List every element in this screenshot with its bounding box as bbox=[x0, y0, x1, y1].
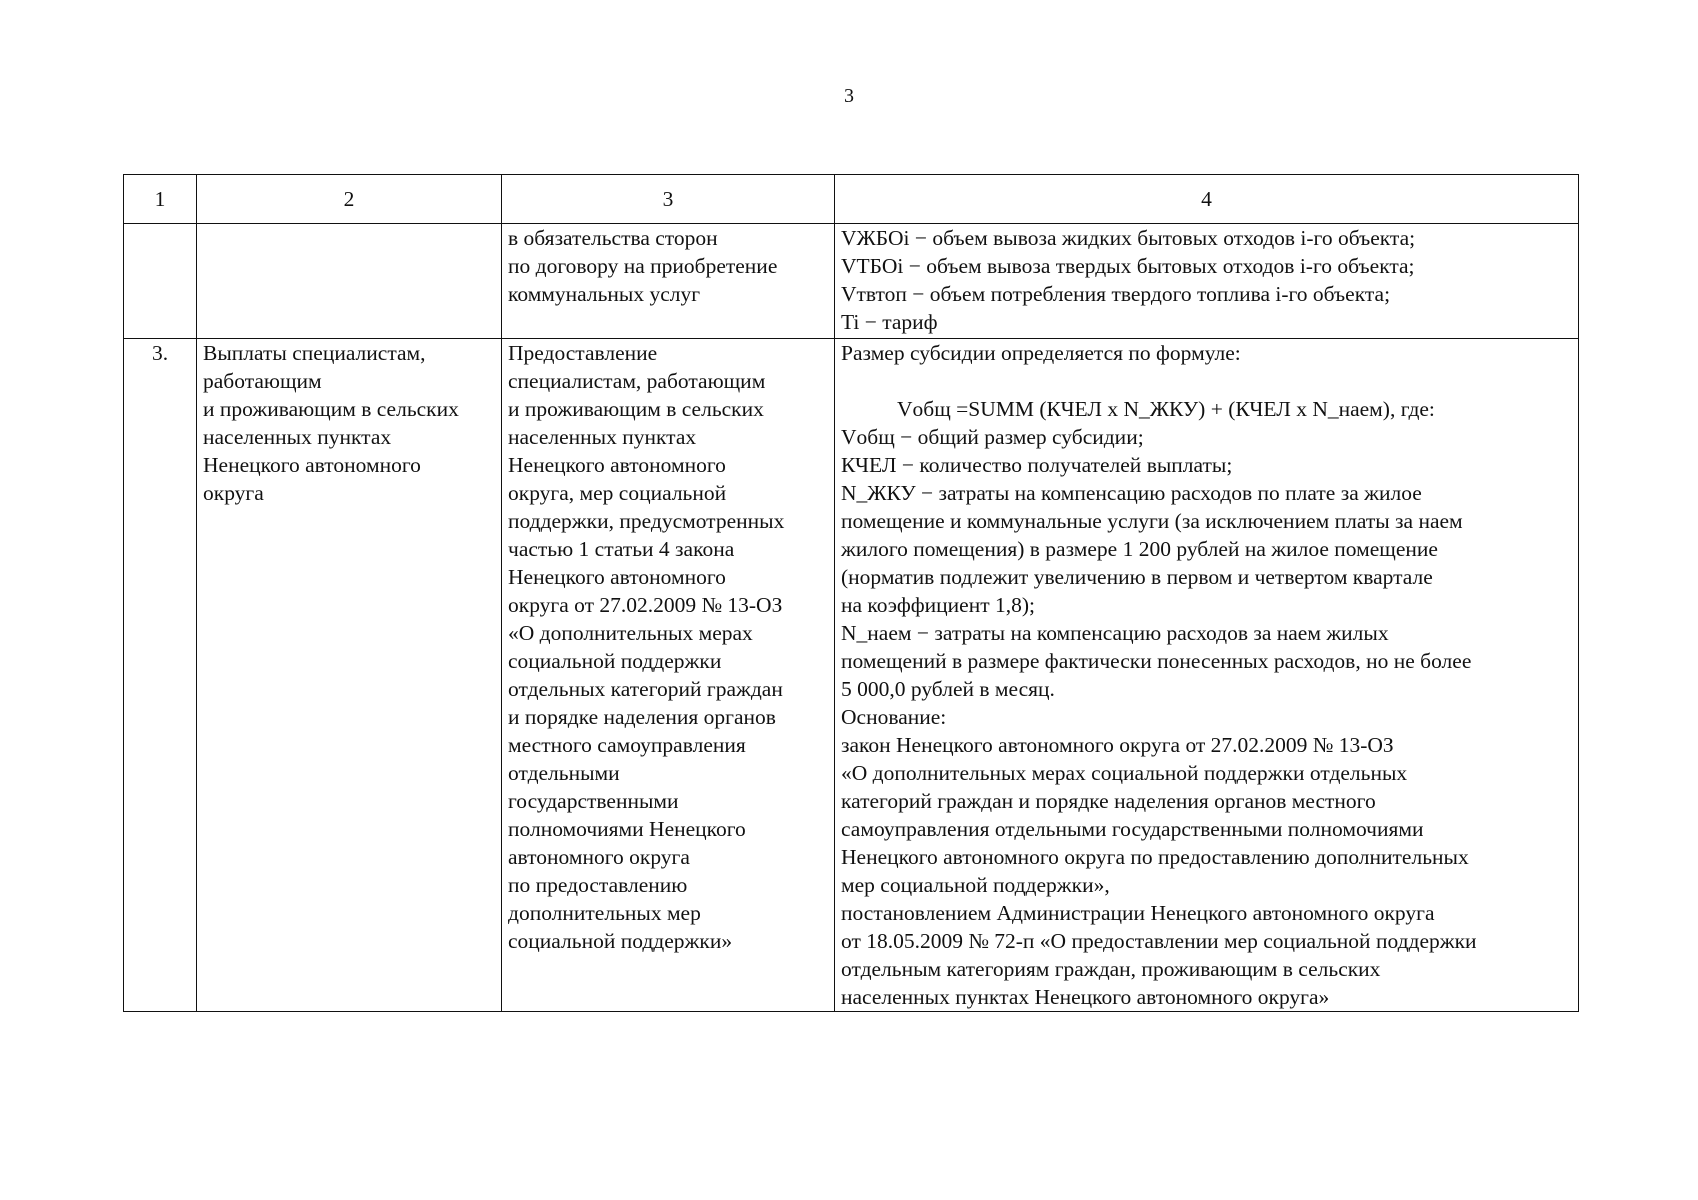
text-line: категорий граждан и порядке наделения органов местного bbox=[841, 789, 1376, 813]
cell-calculation bbox=[835, 224, 1579, 339]
text-line: закон Ненецкого автономного округа от 27.02.2009 № 13-ОЗ bbox=[841, 733, 1394, 757]
text-line: на коэффициент 1,8); bbox=[841, 593, 1035, 617]
formula-intro: Размер субсидии определяется по формуле: bbox=[841, 341, 1241, 365]
cell-number: 3. bbox=[124, 339, 197, 1012]
text-line: помещение и коммунальные услуги (за исключением платы за наем bbox=[841, 509, 1463, 533]
table-row-continuation bbox=[124, 224, 1579, 339]
text-line: Vтвтоп − объем потребления твердого топлива i-го объекта; bbox=[841, 282, 1391, 306]
text-line: Ненецкого автономного округа по предоставлению дополнительных bbox=[841, 845, 1469, 869]
cell-description bbox=[502, 224, 835, 339]
text-line: и порядке наделения органов bbox=[508, 705, 776, 729]
text-line: социальной поддержки» bbox=[508, 929, 733, 953]
page-number: 3 bbox=[844, 85, 854, 107]
text-line: округа от 27.02.2009 № 13-ОЗ bbox=[508, 593, 783, 617]
table-row-3 bbox=[124, 339, 1579, 1012]
cell-measure-name bbox=[197, 224, 502, 339]
text-line: социальной поддержки bbox=[508, 649, 722, 673]
text-line: Ненецкого автономного bbox=[203, 453, 421, 477]
text-line: КЧЕЛ − количество получателей выплаты; bbox=[841, 453, 1233, 477]
text-line: помещений в размере фактически понесенных расходов, но не более bbox=[841, 649, 1472, 673]
text-line: 5 000,0 рублей в месяц. bbox=[841, 677, 1055, 701]
text-line: работающим bbox=[203, 369, 322, 393]
text-line: поддержки, предусмотренных bbox=[508, 509, 785, 533]
text-line: и проживающим в сельских bbox=[508, 397, 764, 421]
text-line: самоуправления отдельными государственными полномочиями bbox=[841, 817, 1424, 841]
text-line: Ti − тариф bbox=[841, 310, 938, 334]
text-line: «О дополнительных мерах социальной поддержки отдельных bbox=[841, 761, 1408, 785]
text-line: «О дополнительных мерах bbox=[508, 621, 753, 645]
cell-number bbox=[124, 224, 197, 339]
text-line: Vобщ − общий размер субсидии; bbox=[841, 425, 1144, 449]
text-line: Основание: bbox=[841, 705, 947, 729]
text-line: дополнительных мер bbox=[508, 901, 701, 925]
text-line: государственными bbox=[508, 789, 679, 813]
text-line: постановлением Администрации Ненецкого автономного округа bbox=[841, 901, 1435, 925]
text-line: Ненецкого автономного bbox=[508, 453, 726, 477]
text-line: отдельными bbox=[508, 761, 620, 785]
cell-measure-name bbox=[197, 339, 502, 1012]
header-col-4: 4 bbox=[835, 175, 1579, 224]
cell-calculation bbox=[835, 339, 1579, 1012]
text-line: Предоставление bbox=[508, 341, 658, 365]
text-line: местного самоуправления bbox=[508, 733, 746, 757]
text-line: VЖБОi − объем вывоза жидких бытовых отходов i-го объекта; bbox=[841, 226, 1416, 250]
text-line: частью 1 статьи 4 закона bbox=[508, 537, 735, 561]
header-col-1: 1 bbox=[124, 175, 197, 224]
text-line: N_ЖКУ − затраты на компенсацию расходов по плате за жилое bbox=[841, 481, 1422, 505]
text-line: Ненецкого автономного bbox=[508, 565, 726, 589]
blank-line bbox=[841, 367, 1572, 395]
text-line: населенных пунктах bbox=[203, 425, 392, 449]
header-col-2: 2 bbox=[197, 175, 502, 224]
text-line: специалистам, работающим bbox=[508, 369, 766, 393]
text-line: Выплаты специалистам, bbox=[203, 341, 426, 365]
text-line: округа, мер социальной bbox=[508, 481, 727, 505]
text-line: округа bbox=[203, 481, 264, 505]
text-line: и проживающим в сельских bbox=[203, 397, 459, 421]
text-line: отдельных категорий граждан bbox=[508, 677, 783, 701]
header-col-3: 3 bbox=[502, 175, 835, 224]
document-table bbox=[123, 174, 1579, 1012]
text-line: отдельным категориям граждан, проживающим в сельских bbox=[841, 957, 1381, 981]
text-line: (норматив подлежит увеличению в первом и четвертом квартале bbox=[841, 565, 1433, 589]
text-line: населенных пунктах bbox=[508, 425, 697, 449]
text-line: N_наем − затраты на компенсацию расходов за наем жилых bbox=[841, 621, 1389, 645]
text-line: VТБОi − объем вывоза твердых бытовых отходов i-го объекта; bbox=[841, 254, 1415, 278]
text-line: населенных пунктах Ненецкого автономного округа» bbox=[841, 985, 1330, 1009]
subsidy-formula: Vобщ =SUMM (КЧЕЛ x N_ЖКУ) + (КЧЕЛ x N_наем), где: bbox=[897, 397, 1435, 421]
cell-description bbox=[502, 339, 835, 1012]
text-line: автономного округа bbox=[508, 845, 690, 869]
text-line: жилого помещения) в размере 1 200 рублей на жилое помещение bbox=[841, 537, 1438, 561]
text-line: коммунальных услуг bbox=[508, 282, 701, 306]
text-line: в обязательства сторон bbox=[508, 226, 718, 250]
text-line: по договору на приобретение bbox=[508, 254, 778, 278]
header-row bbox=[124, 175, 1579, 224]
text-line: от 18.05.2009 № 72-п «О предоставлении мер социальной поддержки bbox=[841, 929, 1477, 953]
text-line: по предоставлению bbox=[508, 873, 688, 897]
text-line: полномочиями Ненецкого bbox=[508, 817, 746, 841]
text-line: мер социальной поддержки», bbox=[841, 873, 1110, 897]
